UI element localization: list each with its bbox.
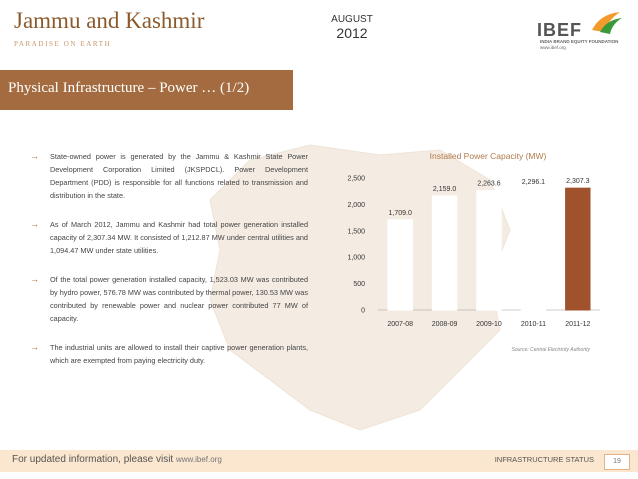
bullet-item: [30, 150, 308, 202]
logo-url: www.ibef.org: [540, 45, 566, 50]
x-tick-label: 2007-08: [387, 321, 414, 328]
section-title: Physical Infrastructure – Power … (1/2): [8, 80, 250, 96]
chart-title: Installed Power Capacity (MW): [429, 151, 547, 161]
page-number: 19: [604, 454, 630, 470]
y-tick-label: 1,500: [347, 228, 365, 236]
arrow-icon: →: [30, 274, 39, 284]
y-tick-label: 2,000: [347, 201, 365, 209]
arrow-icon: →: [30, 219, 39, 229]
footer-text: For updated information, please visit: [12, 454, 174, 465]
footer-bar: [0, 450, 638, 472]
bullet-item: [30, 218, 308, 257]
arrow-icon: →: [30, 342, 39, 352]
bar: [432, 196, 456, 310]
y-tick-label: 500: [353, 281, 365, 289]
bullet-text: Of the total power generation installed capacity, 1,523.03 MW was contributed by hydro power, 576.78 MW was contributed by thermal power, 130.53 MW was contributed by renewable power and nuclear power contributed 77 MW of capacity.: [50, 275, 308, 323]
bar-value-label: 1,709.0: [388, 209, 412, 217]
section-banner: [0, 70, 293, 110]
report-month: AUGUST: [331, 14, 373, 25]
footer-link[interactable]: www.ibef.org: [175, 455, 222, 464]
logo-name: IBEF: [537, 20, 583, 40]
bar-value-label: 2,307.3: [566, 178, 590, 186]
bullet-text: State-owned power is generated by the Jammu & Kashmir State Power Development Corporation Limited (JKSPDCL). Power Development Department (PDD) is responsible for all functions related to transmission and distribution in the state.: [50, 152, 308, 200]
bar-value-label: 2,263.6: [477, 180, 501, 188]
bar: [566, 188, 590, 310]
x-tick-label: 2008-09: [431, 321, 458, 328]
x-tick-label: 2011-12: [565, 321, 591, 328]
page-title: Jammu and Kashmir: [14, 8, 205, 33]
bar: [388, 220, 412, 310]
x-tick-label: 2010-11: [520, 321, 546, 328]
bar: [521, 189, 545, 310]
bar-value-label: 2,159.0: [432, 186, 457, 194]
installed-capacity-chart: [338, 148, 608, 338]
bullet-text: As of March 2012, Jammu and Kashmir had total power generation installed capacity of 2,307.34 MW. It consisted of 1,212.87 MW under central utilities and 1,094.47 MW under state utilities.: [50, 220, 308, 255]
footer-info: [12, 454, 222, 465]
bar-value-label: 2,296.1: [521, 178, 546, 186]
logo-foundation: INDIA BRAND EQUITY FOUNDATION: [540, 39, 619, 44]
y-tick-label: 2,500: [347, 175, 365, 183]
bar: [477, 190, 501, 310]
bullet-list: [30, 150, 308, 383]
chart-source: Source: Central Electricity Authority: [511, 347, 590, 353]
y-tick-label: 1,000: [347, 254, 365, 262]
arrow-icon: →: [30, 151, 39, 161]
y-tick-label: 0: [361, 307, 365, 315]
report-year: 2012: [336, 25, 368, 41]
bullet-item: [30, 341, 308, 367]
x-tick-label: 2009-10: [476, 321, 502, 328]
footer-section-label: INFRASTRUCTURE STATUS: [494, 455, 594, 464]
page-subtitle: PARADISE ON EARTH: [14, 40, 112, 48]
bullet-item: [30, 273, 308, 325]
bullet-text: The industrial units are allowed to install their captive power generation plants, which are exempted from paying electricity duty.: [50, 343, 308, 365]
ibef-flag-icon: [590, 10, 624, 36]
